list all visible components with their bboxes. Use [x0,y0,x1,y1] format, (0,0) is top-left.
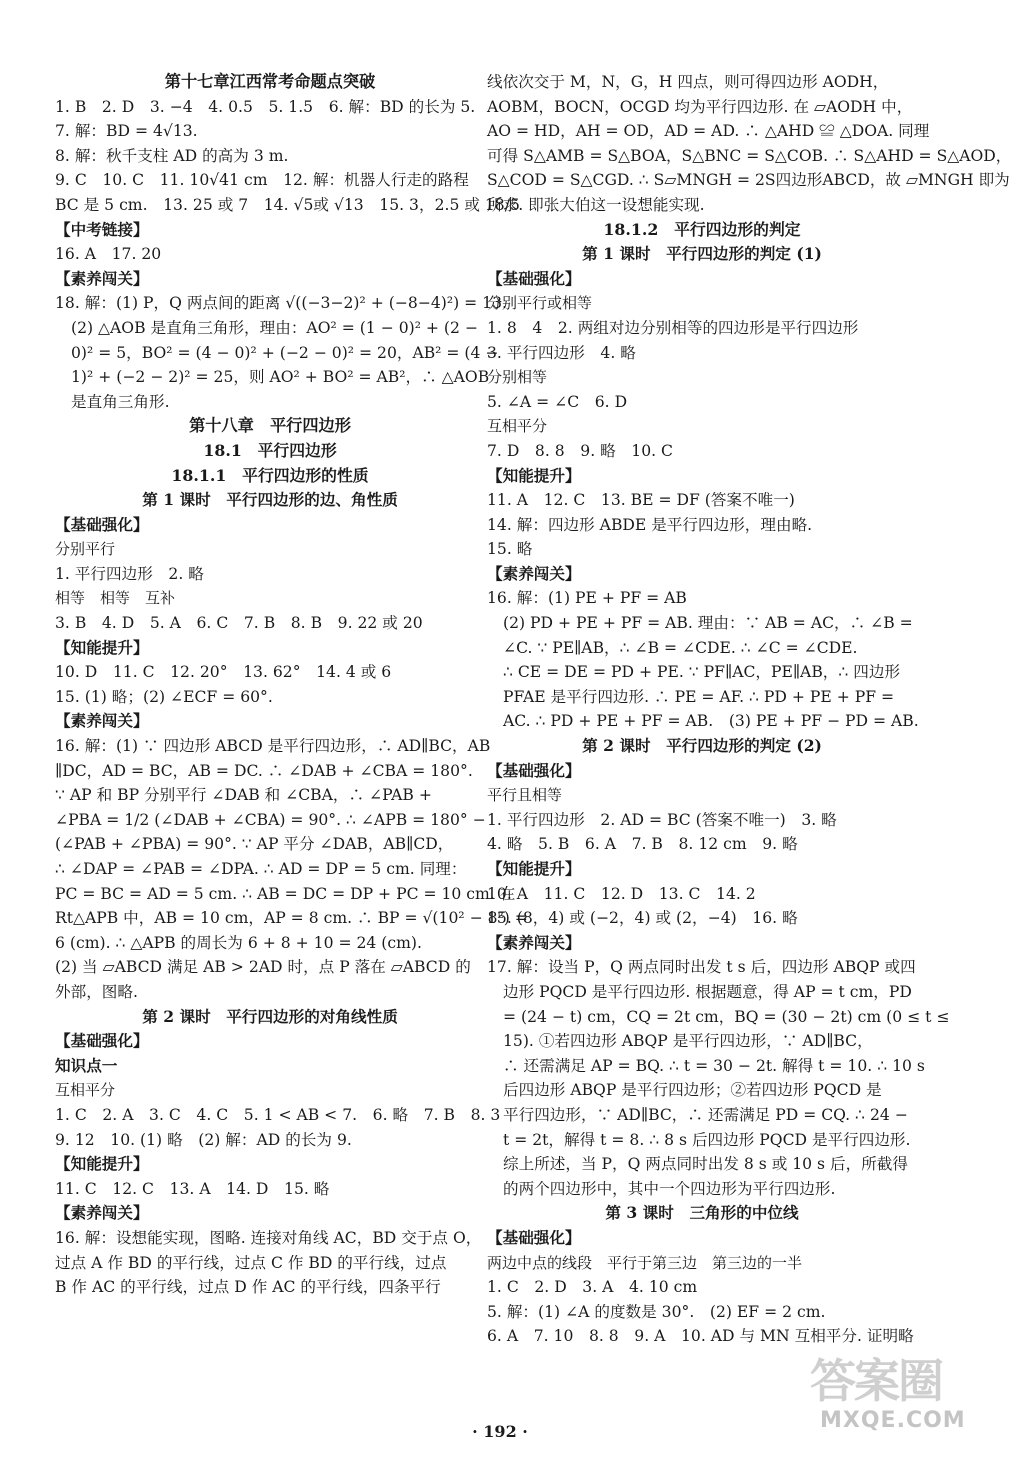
answer-line: BC 是 5 cm. 13. 25 或 7 14. √5或 √13 15. 3，2.5 或 18/5 [55,195,520,214]
section-label: 【素养闯关】 [487,932,581,952]
page-number: · 192 · [472,1422,528,1441]
chapter-heading: 第十七章江西常考命题点突破 [164,72,376,91]
answer-line: 线依次交于 M，N，G，H 四点，则可得四边形 AODH， [487,73,889,91]
answer-line: 1. 8 4 2. 两组对边分别相等的四边形是平行四边形 [487,318,859,337]
key-term-line: 互相平分 [55,1081,116,1100]
answer-line: 可得 S△AMB = S△BOA，S△BNC = S△COB. ∴ S△AHD = S△AOD， [487,146,1011,165]
answer-line: t = 2t，解得 t = 8. ∴ 8 s 后四边形 PQCD 是平行四边形. [503,1130,911,1149]
section-label: 【知能提升】 [55,1154,149,1174]
section-label: 【知能提升】 [487,859,581,878]
answer-line: Rt△APB 中，AB = 10 cm，AP = 8 cm. ∴ BP = √(10² − 8²) = [55,909,528,928]
answer-line: PFAE 是平行四边形. ∴ PE = AF. ∴ PD + PE + PF = [503,687,895,706]
answer-line: ∠PBA = 1/2 (∠DAB + ∠CBA) = 90°. ∴ ∠APB = 180° − [55,810,486,829]
answer-line: 边形 PQCD 是平行四边形. 根据题意，得 AP = t cm，PD [503,982,912,1001]
answer-line: 1. C 2. A 3. C 4. C 5. 1 < AB < 7. 6. 略 7. B 8. 3 [55,1105,501,1124]
section-label: 【素养闯关】 [55,711,149,731]
section-label: 知识点一 [55,1055,118,1075]
answer-line: 5. 解：(1) ∠A 的度数是 30°. (2) EF = 2 cm. [487,1302,826,1321]
section-label: 【素养闯关】 [55,268,149,288]
answer-line: 4. 略 5. B 6. A 7. B 8. 12 cm 9. 略 [487,835,798,854]
answer-line: 14. 解：四边形 ABDE 是平行四边形，理由略. [487,515,813,534]
answer-line: ∴ CE = DE = PD + PE. ∵ PF∥AC，PE∥AB，∴ 四边形 [503,663,901,682]
answer-line: 10. A 11. C 12. D 13. C 14. 2 [487,884,756,903]
answer-line: 11. A 12. C 13. BE = DF (答案不唯一) [487,491,795,510]
answer-line: ∠C. ∵ PE∥AB，∴ ∠B = ∠CDE. ∴ ∠C = ∠CDE. [503,638,858,657]
lesson-heading: 第 1 课时 平行四边形的判定 (1) [582,244,822,264]
answer-line: 所求. 即张大伯这一设想能实现. [487,195,705,214]
section-label: 【知能提升】 [55,637,149,657]
answer-line: 10. D 11. C 12. 20° 13. 62° 14. 4 或 6 [55,663,392,682]
section-label: 【中考链接】 [55,219,149,239]
answer-line: 16. 解：(1) PE + PF = AB [487,589,687,608]
answer-line: = (24 − t) cm，CQ = 2t cm，BQ = (30 − 2t) cm (0 ≤ t ≤ [503,1007,950,1026]
answer-line: 过点 A 作 BD 的平行线，过点 C 作 BD 的平行线，过点 [55,1253,447,1272]
lesson-heading: 第 2 课时 平行四边形的判定 (2) [582,736,822,756]
lesson-heading: 第 2 课时 平行四边形的对角线性质 [142,1006,398,1026]
answer-line: (2) 当 ▱ABCD 满足 AB > 2AD 时，点 P 落在 ▱ABCD 的 [55,958,471,977]
answer-line: 17. 解：设当 P，Q 两点同时出发 t s 后，四边形 ABQP 或四 [487,958,916,977]
answer-line: 18. 解：(1) P，Q 两点间的距离 √((−3−2)² + (−8−4)²) = 13. [55,294,507,313]
answer-line: 3. 平行四边形 4. 略 [487,343,636,362]
answer-line: 1. 平行四边形 2. 略 [55,564,204,583]
answer-line: (2) △AOB 是直角三角形，理由：AO² = (1 − 0)² + (2 − [71,318,478,337]
answer-line: 外部，图略. [55,982,138,1001]
answer-line: 平行四边形，∵ AD∥BC，∴ 还需满足 PD = CQ. ∴ 24 − [503,1105,908,1124]
answer-line: 1. B 2. D 3. −4 4. 0.5 5. 1.5 6. 解：BD 的长为 5. [55,97,476,116]
answer-line: AO = HD，AH = OD，AD = AD. ∴ △AHD ≌ △DOA. 同理 [487,122,930,141]
section-heading: 18.1.2 平行四边形的判定 [603,219,801,239]
answer-line: 的两个四边形中，其中一个四边形为平行四边形. [503,1179,836,1198]
section-heading: 18.1 平行四边形 [203,440,337,460]
answer-line: 11. C 12. C 13. A 14. D 15. 略 [55,1179,330,1198]
section-label: 【知能提升】 [487,465,581,485]
answer-line: 7. 解：BD = 4√13. [55,122,198,141]
answer-line: 后四边形 ABQP 是平行四边形；②若四边形 PQCD 是 [503,1081,882,1100]
key-term-line: 两边中点的线段 平行于第三边 第三边的一半 [487,1253,803,1272]
answer-line: (∠PAB + ∠PBA) = 90°. ∵ AP 平分 ∠DAB，AB∥CD， [55,835,454,854]
answer-line: 0)² = 5，BO² = (4 − 0)² + (−2 − 0)² = 20，AB² = (4 − [71,343,499,362]
key-term-line: 分别平行或相等 [487,294,593,313]
section-label: 【素养闯关】 [487,563,581,583]
answer-line: 8. 解：秋千支柱 AD 的高为 3 m. [55,146,289,165]
answer-line: 综上所述，当 P，Q 两点同时出发 8 s 或 10 s 后，所截得 [503,1155,908,1174]
answer-line: 6. A 7. 10 8. 8 9. A 10. AD 与 MN 互相平分. 证明略 [487,1327,914,1346]
answer-line: AOBM，BOCN，OCGD 均为平行四边形. 在 ▱AODH 中， [487,97,913,116]
answer-line: 15. (8，4) 或 (−2，4) 或 (2，−4) 16. 略 [487,909,798,928]
right-column [487,70,1011,1349]
answer-line: 1. 平行四边形 2. AD = BC (答案不唯一) 3. 略 [487,810,837,829]
key-term-line: 平行且相等 [487,786,563,805]
answer-line: 9. 12 10. (1) 略 (2) 解：AD 的长为 9. [55,1130,352,1149]
answer-line: 7. D 8. 8 9. 略 10. C [487,441,673,460]
chapter-heading: 第十八章 平行四边形 [189,416,351,436]
watermark-url: MXQE.COM [820,1408,966,1433]
answer-line: 3. B 4. D 5. A 6. C 7. B 8. B 9. 22 或 20 [55,614,423,633]
section-label: 【基础强化】 [55,514,149,534]
answer-line: 是直角三角形. [71,392,170,411]
key-term-line: 分别平行 [55,540,116,559]
answer-line: 15. (1) 略；(2) ∠ECF = 60°. [55,687,273,706]
answer-line: ∴ ∠DAP = ∠PAB = ∠DPA. ∴ AD = DP = 5 cm. 同理： [55,860,467,878]
section-label: 【基础强化】 [55,1031,149,1051]
section-label: 【素养闯关】 [55,1203,149,1223]
answer-line: 9. C 10. C 11. 10√41 cm 12. 解：机器人行走的路程 [55,171,469,190]
key-term-line: 相等 相等 互补 [55,589,176,608]
section-label: 【基础强化】 [487,760,581,780]
section-label: 【基础强化】 [487,1227,581,1247]
answer-line: (2) PD + PE + PF = AB. 理由：∵ AB = AC，∴ ∠B = [503,614,913,633]
answer-line: PC = BC = AD = 5 cm. ∴ AB = DC = DP + PC = 10 cm. 在 [55,884,516,903]
answer-line: 1. C 2. D 3. A 4. 10 cm [487,1278,698,1297]
section-heading: 18.1.1 平行四边形的性质 [171,465,369,485]
answer-line: ∴ 还需满足 AP = BQ. ∴ t = 30 − 2t. 解得 t = 10. ∴ 10 s [503,1056,925,1075]
answer-line: AC. ∴ PD + PE + PF = AB. (3) PE + PF − PD = AB. [503,712,919,731]
answer-line: 16. A 17. 20 [55,245,162,264]
answer-line: S△COD = S△CGD. ∴ S▱MNGH = 2S四边形ABCD，故 ▱MNGH 即为 [487,171,1010,190]
section-label: 【基础强化】 [487,268,581,288]
answer-line: 15. 略 [487,540,533,559]
answer-line: 1)² + (−2 − 2)² = 25，则 AO² + BO² = AB²，∴ △AOB [71,368,490,387]
answer-line: ∥DC，AD = BC，AB = DC. ∴ ∠DAB + ∠CBA = 180°. [55,761,473,780]
answer-line: 16. 解：设想能实现，图略. 连接对角线 AC，BD 交于点 O， [55,1228,482,1247]
answer-line: 15). ①若四边形 ABQP 是平行四边形，∵ AD∥BC， [503,1032,873,1051]
answer-line: ∵ AP 和 BP 分别平行 ∠DAB 和 ∠CBA，∴ ∠PAB + [55,786,432,805]
answer-line: B 作 AC 的平行线，过点 D 作 AC 的平行线，四条平行 [55,1278,441,1297]
lesson-heading: 第 3 课时 三角形的中位线 [605,1203,799,1223]
lesson-heading: 第 1 课时 平行四边形的边、角性质 [142,490,398,510]
answer-line: 6 (cm). ∴ △APB 的周长为 6 + 8 + 10 = 24 (cm). [55,933,422,952]
answer-line: 16. 解：(1) ∵ 四边形 ABCD 是平行四边形，∴ AD∥BC，AB [55,737,491,756]
key-term-line: 分别相等 [487,368,548,387]
key-term-line: 互相平分 [487,417,548,436]
answer-line: 5. ∠A = ∠C 6. D [487,392,628,411]
watermark-text: 答案圈 [810,1354,942,1408]
